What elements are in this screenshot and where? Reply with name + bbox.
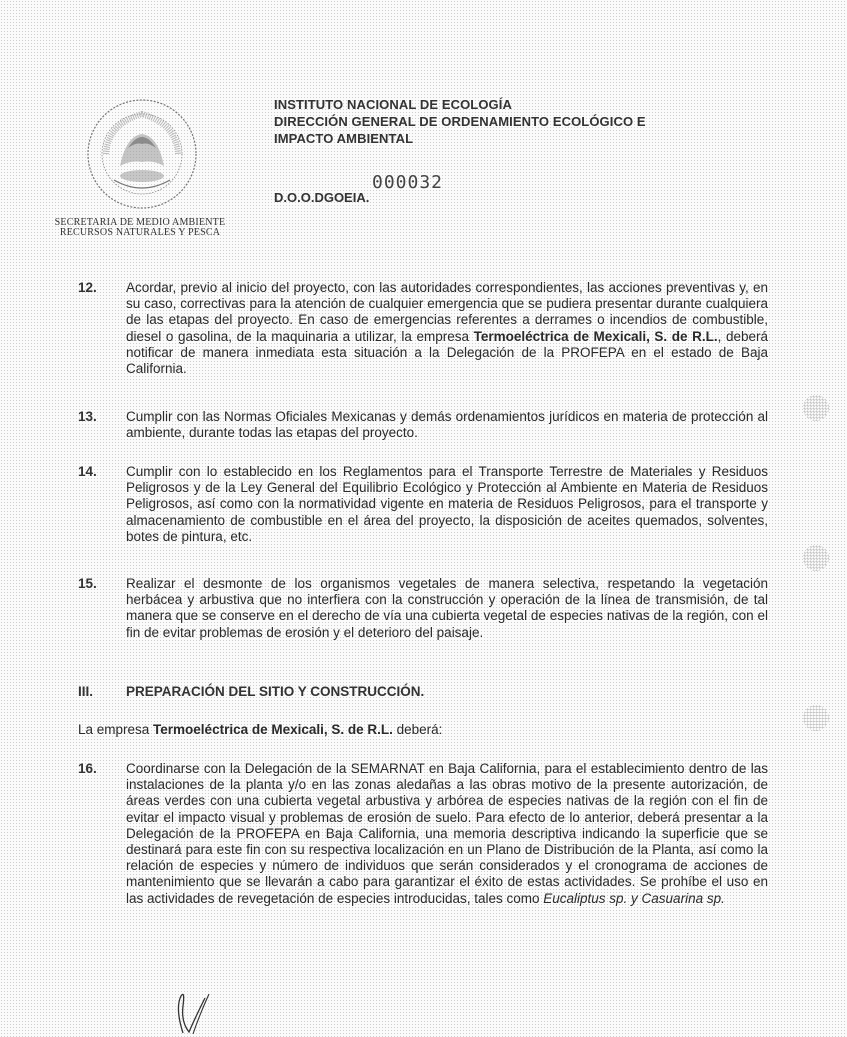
section-heading <box>78 684 424 699</box>
list-item <box>78 761 768 907</box>
item-text: Acordar, previo al inicio del proyecto, con las autoridades correspondientes, las acciones preventivas y, en su caso, correctivas para la atención de cualquier emergencia que se pudiera presentar durante cualquiera de las etapas del proyecto. En caso de emergencias referentes a derrames o incendios de combustible, diesel o gasolina, de la maquinaria a utilizar, la empresa Termoeléctrica de Mexicali, S. de R.L., deberá notificar de manera inmediata esta situación a la Delegación de la PROFEPA en el estado de Baja California. <box>126 280 769 377</box>
item-number: 16. <box>78 761 97 776</box>
scan-artifact <box>803 395 829 421</box>
list-item <box>78 280 768 377</box>
handwritten-signature-icon <box>165 988 225 1037</box>
section-number: III. <box>78 684 94 699</box>
scan-artifact <box>803 545 829 571</box>
list-item <box>78 576 768 641</box>
list-item <box>78 409 768 441</box>
item-number: 12. <box>78 280 97 295</box>
company-name: Termoeléctrica de Mexicali, S. de R.L. <box>473 328 718 344</box>
company-name: Termoeléctrica de Mexicali, S. de R.L. <box>153 722 393 737</box>
header-line1: INSTITUTO NACIONAL DE ECOLOGÍA <box>274 97 512 112</box>
item-text: Cumplir con las Normas Oficiales Mexicanas y demás ordenamientos jurídicos en materia de protección al ambiente, durante todas las etapas del proyecto. <box>126 409 768 441</box>
ministry-caption <box>40 218 240 238</box>
header-line2: DIRECCIÓN GENERAL DE ORDENAMIENTO ECOLÓGICO E <box>274 114 646 129</box>
item-number: 15. <box>78 576 97 591</box>
section-title-text: PREPARACIÓN DEL SITIO Y CONSTRUCCIÓN. <box>126 684 425 699</box>
header-line3: IMPACTO AMBIENTAL <box>274 131 414 146</box>
document-number: 000032 <box>372 172 444 193</box>
section-intro: La empresa Termoeléctrica de Mexicali, S. de R.L. deberá: <box>78 722 443 737</box>
ministry-caption-line2: RECURSOS NATURALES Y PESCA <box>59 227 221 238</box>
species-names: Eucaliptus sp. y Casuarina sp. <box>543 890 725 906</box>
mexican-eagle-seal-icon <box>84 96 200 212</box>
ministry-caption-line1: SECRETARIA DE MEDIO AMBIENTE <box>54 217 226 228</box>
item-number: 14. <box>78 464 97 479</box>
item-text: Coordinarse con la Delegación de la SEMARNAT en Baja California, para el establecimiento dentro de las instalaciones de la planta y/o en las zonas aledañas a las obras motivo de la presente autorización, de áreas verdes con una cubierta vegetal arbustiva y arbórea de especies nativas de la región con el fin de evitar el impacto visual y problemas de erosión de suelo. Para efecto de lo anterior, deberá presentar a la Delegación de la PROFEPA en Baja California, una memoria descriptiva indicando la superficie que se destinará para este fin con su respectiva localización en un Plano de Distribución de la Planta, así como la relación de especies y número de individuos que serán considerados y el cronograma de acciones de mantenimiento que se llevarán a cabo para garantizar el éxito de estas actividades. Se prohíbe el uso en las actividades de revegetación de especies introducidas, tales como Eucaliptus sp. y Casuarina sp. <box>126 761 768 906</box>
document-reference: D.O.O.DGOEIA. <box>274 190 370 205</box>
item-number: 13. <box>78 409 97 424</box>
scan-artifact <box>803 705 829 731</box>
item-text: Realizar el desmonte de los organismos vegetales de manera selectiva, respetando la vegetación herbácea y arbustiva que no interfiera con la construcción y operación de la línea de transmisión, de tal manera que se conserve en el derecho de vía una cubierta vegetal de especies nativas de la región, con el fin de evitar problemas de erosión y el deterioro del paisaje. <box>126 576 768 640</box>
institution-header <box>274 96 646 147</box>
list-item <box>78 464 768 545</box>
item-text: Cumplir con lo establecido en los Reglamentos para el Transporte Terrestre de Materiales y Residuos Peligrosos y de la Ley General del Equilibrio Ecológico y Protección al Ambiente en Materia de Residuos Peligrosos, así como con la normatividad vigente en materia de Residuos Peligrosos, para el transporte y almacenamiento de combustible en el área del proyecto, la disposición de aceites quemados, solventes, botes de pintura, etc. <box>126 464 768 544</box>
